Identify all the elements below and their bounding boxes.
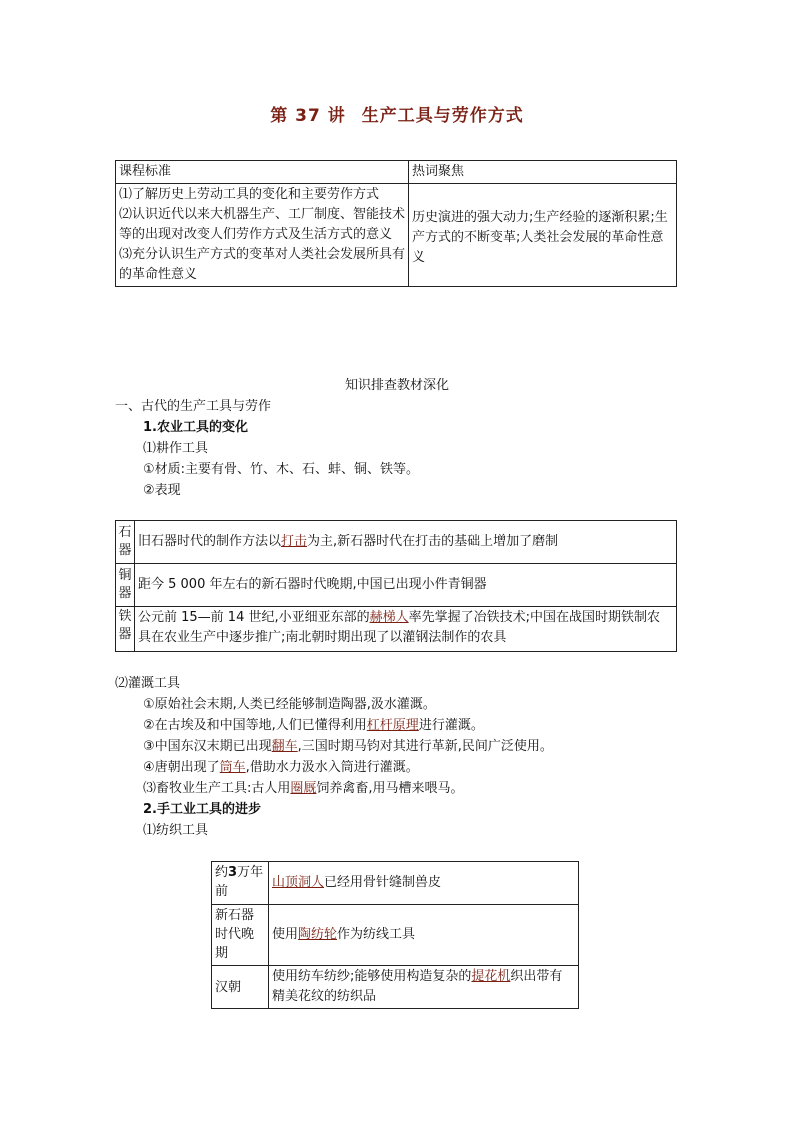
- row-value: 公元前 15—前 14 世纪,小亚细亚东部的赫梯人率先掌握了冶铁技术;中国在战国时期铁制农具在农业生产中逐步推广;南北朝时期出现了以灌钢法制作的农具: [135, 607, 677, 652]
- farming-tools-table: [115, 520, 677, 652]
- textile-tools-table: [211, 861, 579, 1009]
- key-term: 提花机: [471, 969, 511, 984]
- section-heading: 知识排查教材深化: [344, 378, 449, 393]
- row-key: 铜器: [116, 564, 135, 607]
- part-heading: 一、古代的生产工具与劳作: [115, 399, 272, 414]
- key-term: 杠杆原理: [366, 718, 419, 733]
- performance-line: ②表现: [143, 483, 181, 498]
- page-title: [0, 106, 794, 126]
- standard-item: ⑵认识近代以来大机器生产、工厂制度、智能技术等的出现对改变人们劳作方式及生活方式的意义: [119, 207, 406, 242]
- standard-item: ⑴了解历史上劳动工具的变化和主要劳作方式: [119, 187, 380, 202]
- row-key: 汉朝: [212, 966, 269, 1009]
- row-key: 铁器: [116, 607, 135, 652]
- table-row: [212, 862, 579, 905]
- row-value: 旧石器时代的制作方法以打击为主,新石器时代在打击的基础上增加了磨制: [135, 521, 677, 564]
- table-row: [116, 607, 677, 652]
- lesson-number: 第 37 讲: [270, 106, 346, 126]
- irrigation-line-3: ③中国东汉末期已出现翻车,三国时期马钧对其进行革新,民间广泛使用。: [143, 739, 553, 754]
- key-term: 赫梯人: [369, 610, 409, 625]
- header-curriculum-standard: 课程标准: [116, 161, 409, 184]
- standards-list: [116, 184, 409, 287]
- key-term: 翻车: [271, 739, 298, 754]
- subheading-textile-tools: ⑴纺织工具: [143, 823, 209, 838]
- row-value: 使用陶纺轮作为纺线工具: [269, 905, 579, 966]
- irrigation-line-1: ①原始社会末期,人类已经能够制造陶器,汲水灌溉。: [143, 697, 436, 712]
- subheading-handicraft-tools: 2.手工业工具的进步: [143, 802, 261, 817]
- row-value: 距今 5 000 年左右的新石器时代晚期,中国已出现小件青铜器: [135, 564, 677, 607]
- subheading-irrigation: ⑵灌溉工具: [115, 676, 181, 691]
- row-key: 石器: [116, 521, 135, 564]
- table-row: [116, 564, 677, 607]
- livestock-tools-line: ⑶畜牧业生产工具:古人用圈厩饲养禽畜,用马槽来喂马。: [143, 781, 464, 796]
- curriculum-table: [115, 160, 677, 287]
- subheading-agri-tools: 1.农业工具的变化: [143, 420, 248, 435]
- row-key: 新石器时代晚期: [212, 905, 269, 966]
- key-term: 山顶洞人: [272, 875, 325, 890]
- key-term: 打击: [281, 534, 308, 549]
- standard-item: ⑶充分认识生产方式的变革对人类社会发展所具有的革命性意义: [119, 247, 406, 282]
- material-line: ①材质:主要有骨、竹、木、石、蚌、铜、铁等。: [143, 462, 420, 477]
- row-key: 约3万年前: [212, 862, 269, 905]
- irrigation-line-4: ④唐朝出现了筒车,借助水力汲水入筒进行灌溉。: [143, 760, 419, 775]
- irrigation-line-2: ②在古埃及和中国等地,人们已懂得利用杠杆原理进行灌溉。: [143, 718, 484, 733]
- row-value: 山顶洞人已经用骨针缝制兽皮: [269, 862, 579, 905]
- table-row: [212, 905, 579, 966]
- table-row: [212, 966, 579, 1009]
- key-term: 圈厩: [290, 781, 317, 796]
- lesson-title: 生产工具与劳作方式: [361, 106, 524, 126]
- row-value: 使用纺车纺纱;能够使用构造复杂的提花机织出带有精美花纹的纺织品: [269, 966, 579, 1009]
- key-term: 筒车: [219, 760, 246, 775]
- key-term: 陶纺轮: [298, 927, 338, 942]
- subheading-farming-tools: ⑴耕作工具: [143, 441, 209, 456]
- table-row: [116, 521, 677, 564]
- hot-words-text: 历史演进的强大动力;生产经验的逐渐积累;生产方式的不断变革;人类社会发展的革命性意义: [409, 184, 677, 287]
- header-hot-words: 热词聚焦: [409, 161, 677, 184]
